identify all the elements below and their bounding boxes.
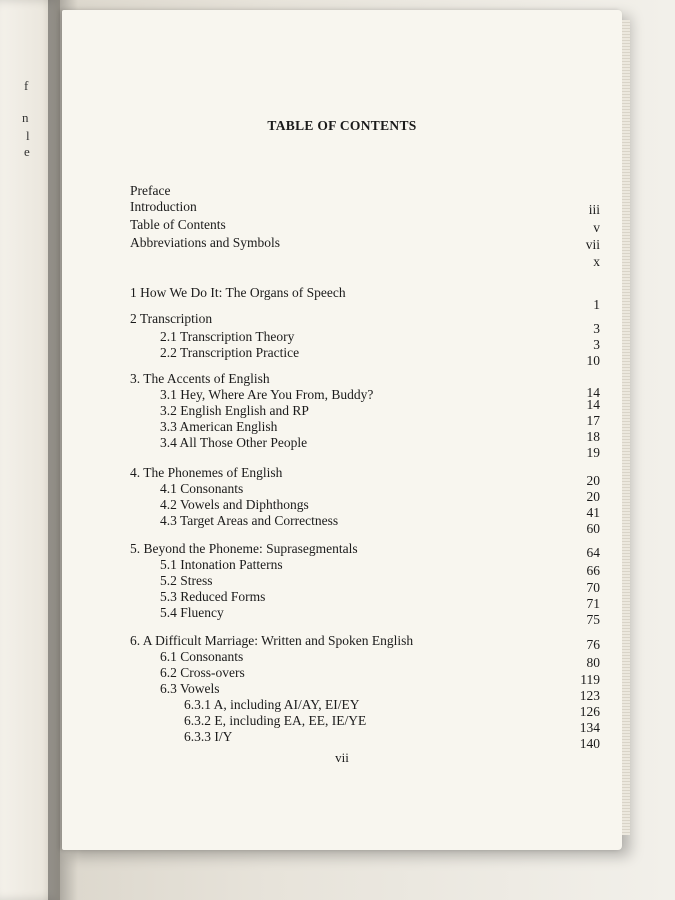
toc-entry-label: 3. The Accents of English bbox=[130, 371, 270, 386]
toc-entry-page: iii bbox=[588, 202, 600, 217]
toc-entry-label: 6.3.3 I/Y bbox=[184, 729, 233, 744]
toc-row bbox=[130, 434, 600, 460]
toc-entry-page: 3 bbox=[593, 337, 600, 352]
left-page-fragment: l bbox=[26, 128, 30, 143]
toc-entry-page: 20 bbox=[586, 473, 600, 488]
toc-entry-page: 41 bbox=[586, 505, 600, 520]
toc-row bbox=[130, 198, 600, 215]
toc-entry-label: Table of Contents bbox=[130, 217, 226, 232]
toc-row bbox=[130, 290, 600, 312]
toc-row bbox=[130, 512, 600, 536]
toc-entry-label: 3.2 English English and RP bbox=[160, 403, 309, 418]
toc-entry-label: 5. Beyond the Phoneme: Suprasegmentals bbox=[130, 541, 358, 556]
toc-row bbox=[130, 480, 600, 504]
toc-row bbox=[130, 496, 600, 520]
toc-row bbox=[130, 328, 600, 352]
toc-entry-page: 20 bbox=[586, 489, 600, 504]
toc-entry-label: Introduction bbox=[130, 199, 197, 214]
toc-row bbox=[130, 664, 600, 687]
toc-row bbox=[130, 244, 600, 269]
toc-entry-page: 80 bbox=[586, 655, 600, 670]
page-title: TABLE OF CONTENTS bbox=[267, 118, 417, 133]
toc-row bbox=[130, 352, 600, 369]
toc-entry-label: 5.4 Fluency bbox=[160, 605, 224, 620]
toc-entry-label: 5.1 Intonation Patterns bbox=[160, 557, 283, 572]
toc-row bbox=[130, 712, 600, 735]
toc-entry-label: 5.3 Reduced Forms bbox=[160, 589, 266, 604]
toc-row bbox=[130, 728, 600, 751]
toc-entry-page: 1 bbox=[593, 297, 600, 312]
toc-entry-label: 6. A Difficult Marriage: Written and Spoken English bbox=[130, 633, 414, 648]
toc-entry-label: 6.3.1 A, including AI/AY, EI/EY bbox=[184, 697, 360, 712]
toc-entry-label: Abbreviations and Symbols bbox=[130, 235, 280, 250]
left-page-fragment: n bbox=[22, 110, 29, 125]
toc-entry-page: 123 bbox=[579, 688, 600, 703]
toc-entry-label: 6.3 Vowels bbox=[160, 681, 220, 696]
toc-entry-label: 1 How We Do It: The Organs of Speech bbox=[130, 285, 346, 300]
toc-entry-page: 19 bbox=[586, 445, 600, 460]
toc-entry-page: 14 bbox=[586, 385, 600, 400]
toc-row bbox=[130, 556, 600, 578]
toc-entry-label: 3.1 Hey, Where Are You From, Buddy? bbox=[160, 387, 374, 402]
toc-entry-page: x bbox=[593, 254, 600, 269]
toc-entry-label: 6.3.2 E, including EA, EE, IE/YE bbox=[184, 713, 367, 728]
toc-entry-page: vii bbox=[585, 237, 600, 252]
toc-row bbox=[130, 632, 600, 652]
toc-row bbox=[130, 370, 600, 387]
toc-entry-page: 70 bbox=[586, 580, 600, 595]
toc-entry-page: 60 bbox=[586, 521, 600, 536]
toc-entry-label: 6.1 Consonants bbox=[160, 649, 244, 664]
book-page bbox=[62, 10, 622, 850]
toc-entry-page: 66 bbox=[586, 563, 600, 578]
toc-row bbox=[130, 182, 600, 199]
toc-entry-page: v bbox=[593, 220, 600, 235]
page-edge bbox=[622, 20, 630, 835]
toc-entry-label: 4.1 Consonants bbox=[160, 481, 244, 496]
toc-entry-page: 75 bbox=[586, 612, 600, 627]
toc-entry-page: 134 bbox=[579, 720, 600, 735]
toc-entry-label: 5.2 Stress bbox=[160, 573, 213, 588]
toc-entry-label: 4.3 Target Areas and Correctness bbox=[160, 513, 339, 528]
left-page-fragment: e bbox=[24, 144, 30, 159]
toc-row bbox=[130, 216, 600, 233]
toc-row bbox=[130, 648, 600, 670]
toc-entry-page: 3 bbox=[593, 321, 600, 336]
toc-entry-label: 2.1 Transcription Theory bbox=[160, 329, 295, 344]
toc-row bbox=[130, 604, 600, 627]
toc-row bbox=[130, 696, 600, 719]
toc-row bbox=[130, 572, 600, 595]
toc-entry-label: 3.3 American English bbox=[160, 419, 278, 434]
toc-entry-page: 119 bbox=[580, 672, 600, 687]
toc-entry-label: 4.2 Vowels and Diphthongs bbox=[160, 497, 309, 512]
toc-entry-label: Preface bbox=[130, 183, 171, 198]
toc-entry-label: 2.2 Transcription Practice bbox=[160, 345, 300, 360]
toc-entry-page: 140 bbox=[579, 736, 600, 751]
toc-entry-page: 126 bbox=[579, 704, 600, 719]
toc-entry-page: 76 bbox=[586, 637, 600, 652]
toc-entry-page: 64 bbox=[586, 545, 600, 560]
toc-row bbox=[130, 540, 600, 560]
toc-entry-label: 3.4 All Those Other People bbox=[160, 435, 308, 450]
page-number: vii bbox=[335, 750, 349, 765]
toc-entry-label: 6.2 Cross-overs bbox=[160, 665, 245, 680]
toc-entry-label: 2 Transcription bbox=[130, 311, 213, 326]
toc-row bbox=[130, 680, 600, 703]
toc-entry-page: 17 bbox=[586, 413, 600, 428]
toc-entry-label: 4. The Phonemes of English bbox=[130, 465, 283, 480]
toc-entry-page: 14 bbox=[586, 397, 600, 412]
toc-entry-page: 18 bbox=[586, 429, 600, 444]
toc-entry-page: 71 bbox=[586, 596, 600, 611]
left-page-fragment: f bbox=[24, 78, 29, 93]
toc-entry-page: 10 bbox=[586, 353, 600, 368]
toc-row bbox=[130, 588, 600, 611]
